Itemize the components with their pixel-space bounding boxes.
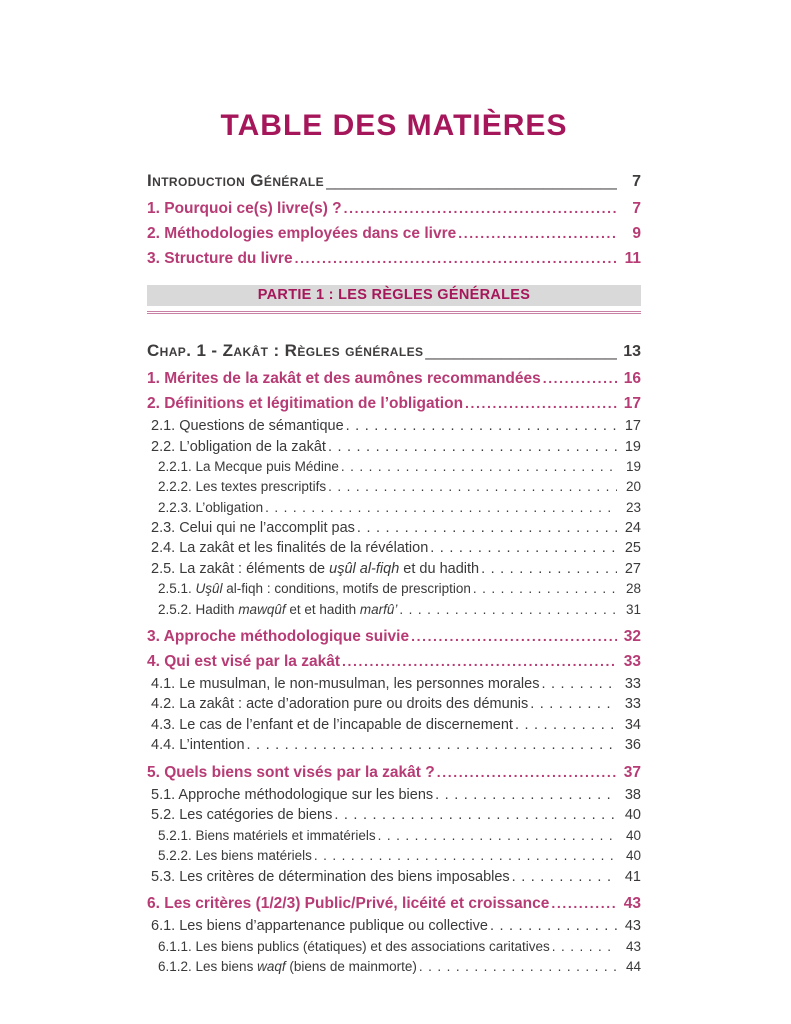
toc-entry-text: 2. Méthodologies employées dans ce livre [147,225,457,242]
toc-entry [147,916,641,937]
toc-entry-text: 6.1.2. Les biens [158,958,258,974]
toc-entry [147,715,641,736]
toc-entry-label [151,674,541,695]
toc-page-number: 24 [624,519,641,536]
toc-entry-text: 4.3. Le cas de l’enfant et de l’incapable de discernement [151,716,513,733]
toc-entry-text: 6.1. Les biens d’appartenance publique ou collective [151,918,488,935]
toc-leader-dots [512,867,617,888]
toc-page-number: 19 [624,438,641,455]
toc-entry [147,366,641,391]
toc-leader-dots [465,391,617,416]
toc-entry-label [151,715,515,736]
toc-entry-label [151,867,512,888]
toc-entry-text: 2.2.2. Les textes prescriptifs [158,479,327,495]
toc-entry [147,891,641,916]
toc-page-number: 40 [624,807,641,824]
page-title: TABLE DES MATIÈRES [220,109,568,142]
toc-page-number: 27 [624,560,641,577]
toc-entry [147,867,641,888]
toc-entry [147,649,641,674]
toc-leader-dots [435,785,617,806]
toc-entry-label [158,477,328,497]
toc-entry-label [147,891,551,916]
toc-entry-label [147,391,465,416]
toc-leader-dots [552,937,617,957]
toc-entry-label [147,340,425,362]
toc-leader-dots [430,538,617,559]
part-divider [147,285,641,314]
toc-page-number: 13 [623,343,641,360]
toc-entry-text: 2.5.1. [158,581,196,597]
toc-page-number: 32 [623,627,641,645]
toc-leader-dots [326,170,617,192]
toc-entry-label [158,957,419,977]
toc-entry [147,170,641,193]
toc-entry-text: 2.4. La zakât et les finalités de la révélation [151,540,429,557]
toc-entry [147,437,641,458]
toc-leader-dots [328,477,617,497]
toc-leader-dots [458,221,617,246]
toc-entry-label [151,559,481,580]
toc-entry-text: 2.3. Celui qui ne l’accomplit pas [151,519,355,536]
toc-leader-dots [419,957,617,977]
toc-entry-label [151,416,346,437]
toc-page-number: 25 [624,540,641,557]
toc-entry-text: 3. Structure du livre [147,250,293,267]
toc-entry-text: 4.2. La zakât : acte d’adoration pure ou droits des démunis [151,696,529,713]
toc-entry [147,785,641,806]
toc-leader-dots [481,559,617,580]
toc-entry-text: 5.2.1. Biens matériels et immatériels [158,827,376,843]
toc-entry [147,498,641,518]
toc-page-number: 40 [625,848,641,864]
toc-entry [147,221,641,246]
toc-leader-dots [425,340,617,362]
toc-leader-dots [247,735,617,756]
toc-entry-text: 5.2.2. Les biens matériels [158,848,312,864]
toc-entry-text: 2.5. La zakât : éléments de [151,560,330,577]
toc-leader-dots [357,518,617,539]
toc-entry-text: 6. Les critères (1/2/3) Public/Privé, licéité et croissance [147,895,550,913]
toc-page-number: 33 [624,696,641,713]
toc-entry-label [158,457,341,477]
toc-leader-dots [378,826,617,846]
toc-entry [147,826,641,846]
toc-entry-label [147,366,543,391]
toc-entry-label [158,579,473,599]
toc-entry-text: 4.1. Le musulman, le non-musulman, les personnes morales [151,675,540,692]
toc-entry [147,624,641,649]
toc-page-number: 43 [623,895,641,913]
toc-entry [147,957,641,977]
toc-page-number: 7 [632,173,641,190]
toc-entry-label [147,196,344,221]
toc-entry [147,196,641,221]
toc-entry-label [151,694,530,715]
toc-entry-label [158,937,552,957]
toc-leader-dots [411,624,617,649]
toc-entry-label [151,805,334,826]
toc-page-number: 7 [632,200,641,217]
toc-leader-dots [473,579,617,599]
toc-entry-text: 4. Qui est visé par la zakât [147,652,340,670]
toc-leader-dots [437,760,617,785]
toc-entry-text: 2.2.1. La Mecque puis Médine [158,459,339,474]
toc-entry [147,559,641,580]
toc-leader-dots [515,715,617,736]
toc-entry-label [158,498,265,518]
toc-entry-label [147,221,458,246]
toc-entry-text: 2. Définitions et légitimation de l’obligation [147,395,464,412]
toc-entry-text: 2.1. Questions de sémantique [151,418,344,434]
toc-page-number: 40 [625,827,641,843]
toc-leader-dots [295,246,617,271]
toc-entry-label [151,538,430,559]
toc-page-number: 17 [623,395,641,412]
toc-page-number: 11 [624,250,641,267]
toc-entry [147,937,641,957]
toc-leader-dots [543,366,617,391]
toc-leader-dots [328,437,617,458]
toc-page-number: 37 [623,763,641,781]
toc-entry-text: 4.4. L’intention [151,737,245,754]
part-double-line [147,311,641,314]
toc-entry-label [158,826,378,846]
toc-page-number: 43 [624,918,641,935]
toc-entry [147,246,641,271]
toc-entry-text: 2.2. L’obligation de la zakât [151,438,326,455]
toc-entry-text: 5.3. Les critères de détermination des biens imposables [151,868,510,885]
toc-leader-dots [346,416,617,437]
toc-leader-dots [541,674,617,695]
toc-entry-label [151,735,247,756]
toc-page-number: 33 [624,675,641,692]
toc-entry [147,457,641,477]
toc-entry [147,477,641,497]
toc-entry-label [151,437,328,458]
toc-entry-text: (biens de mainmorte) [285,958,417,974]
toc-entry [147,674,641,695]
toc-entry-text: 5. Quels biens sont visés par la zakât ? [147,763,435,781]
toc-page-number: 31 [625,601,641,617]
toc-entry-text: 1. Mérites de la zakât et des aumônes recommandées [147,370,541,387]
toc-entry-text: 5.2. Les catégories de biens [151,807,333,824]
toc-leader-dots [314,846,617,866]
toc-entry [147,846,641,866]
toc-entry-text: 2.5.2. Hadith [158,601,239,617]
toc-entry-text: et du hadith [399,560,480,577]
toc-entry [147,538,641,559]
toc-entry-label [147,624,411,649]
toc-leader-dots [551,891,617,916]
toc-entry [147,600,641,620]
toc-leader-dots [334,805,617,826]
toc-leader-dots [342,649,617,674]
toc-page-number: 43 [625,938,641,954]
toc-page-number: 19 [625,459,641,474]
toc-page-number: 9 [632,225,641,242]
toc-page-number: 17 [624,418,641,434]
toc-entry [147,760,641,785]
toc-entry [147,340,641,363]
toc-entry-text: et et hadith [285,601,360,617]
toc-entry-label [151,785,435,806]
toc-entry-text-italic: mawqûf [238,601,286,617]
toc-entry [147,805,641,826]
toc-page-number: 36 [624,737,641,754]
toc-page-number: 28 [625,581,641,597]
toc-entry [147,391,641,416]
toc-entry-label [147,649,342,674]
toc-entry-text-italic: uşûl al-fiqh [329,560,400,577]
part-banner-label: PARTIE 1 : LES RÈGLES GÉNÉRALES [147,285,641,306]
toc-entry-text: Chap. 1 - Zakât : Règles générales [147,341,424,360]
toc-entry-text: Introduction Générale [147,171,325,190]
toc-leader-dots [265,498,617,518]
toc-entry-text: 2.2.3. L’obligation [158,499,264,515]
toc-leader-dots [490,916,617,937]
toc-entry [147,735,641,756]
toc-page-number: 41 [624,868,641,885]
toc-page-number: 16 [623,370,641,387]
toc-entry-label [147,246,295,271]
toc-entry-text: 5.1. Approche méthodologique sur les biens [151,786,434,803]
toc-entry-label [151,916,490,937]
toc-entry-text-italic: waqf [257,958,286,974]
toc-entry-label [151,518,357,539]
toc-page-number: 38 [624,786,641,803]
toc-leader-dots [344,196,617,221]
toc-entry-label [158,846,314,866]
toc-leader-dots [399,600,617,620]
toc-page-number: 44 [625,958,641,974]
toc-list [147,170,641,977]
toc-entry-text: al-fiqh : conditions, motifs de prescription [222,581,471,597]
toc-leader-dots [530,694,617,715]
toc-entry-text: 6.1.1. Les biens publics (étatiques) et des associations caritatives [158,938,550,954]
toc-entry [147,579,641,599]
toc-page-number: 33 [623,652,641,670]
toc-entry-text: 1. Pourquoi ce(s) livre(s) ? [147,200,342,217]
toc-entry-label [158,600,399,620]
toc-leader-dots [341,457,617,477]
toc-entry [147,416,641,437]
toc-entry-text-italic: marfû’ [359,601,398,617]
toc-page-number: 34 [624,716,641,733]
toc-entry-label [147,760,437,785]
toc-page-number: 20 [625,479,641,495]
toc-entry [147,694,641,715]
toc-entry-label [147,170,326,192]
toc-entry-text-italic: Uşûl [195,581,223,597]
toc-entry [147,518,641,539]
toc-entry-text: 3. Approche méthodologique suivie [147,627,410,645]
toc-page-number: 23 [625,499,641,515]
